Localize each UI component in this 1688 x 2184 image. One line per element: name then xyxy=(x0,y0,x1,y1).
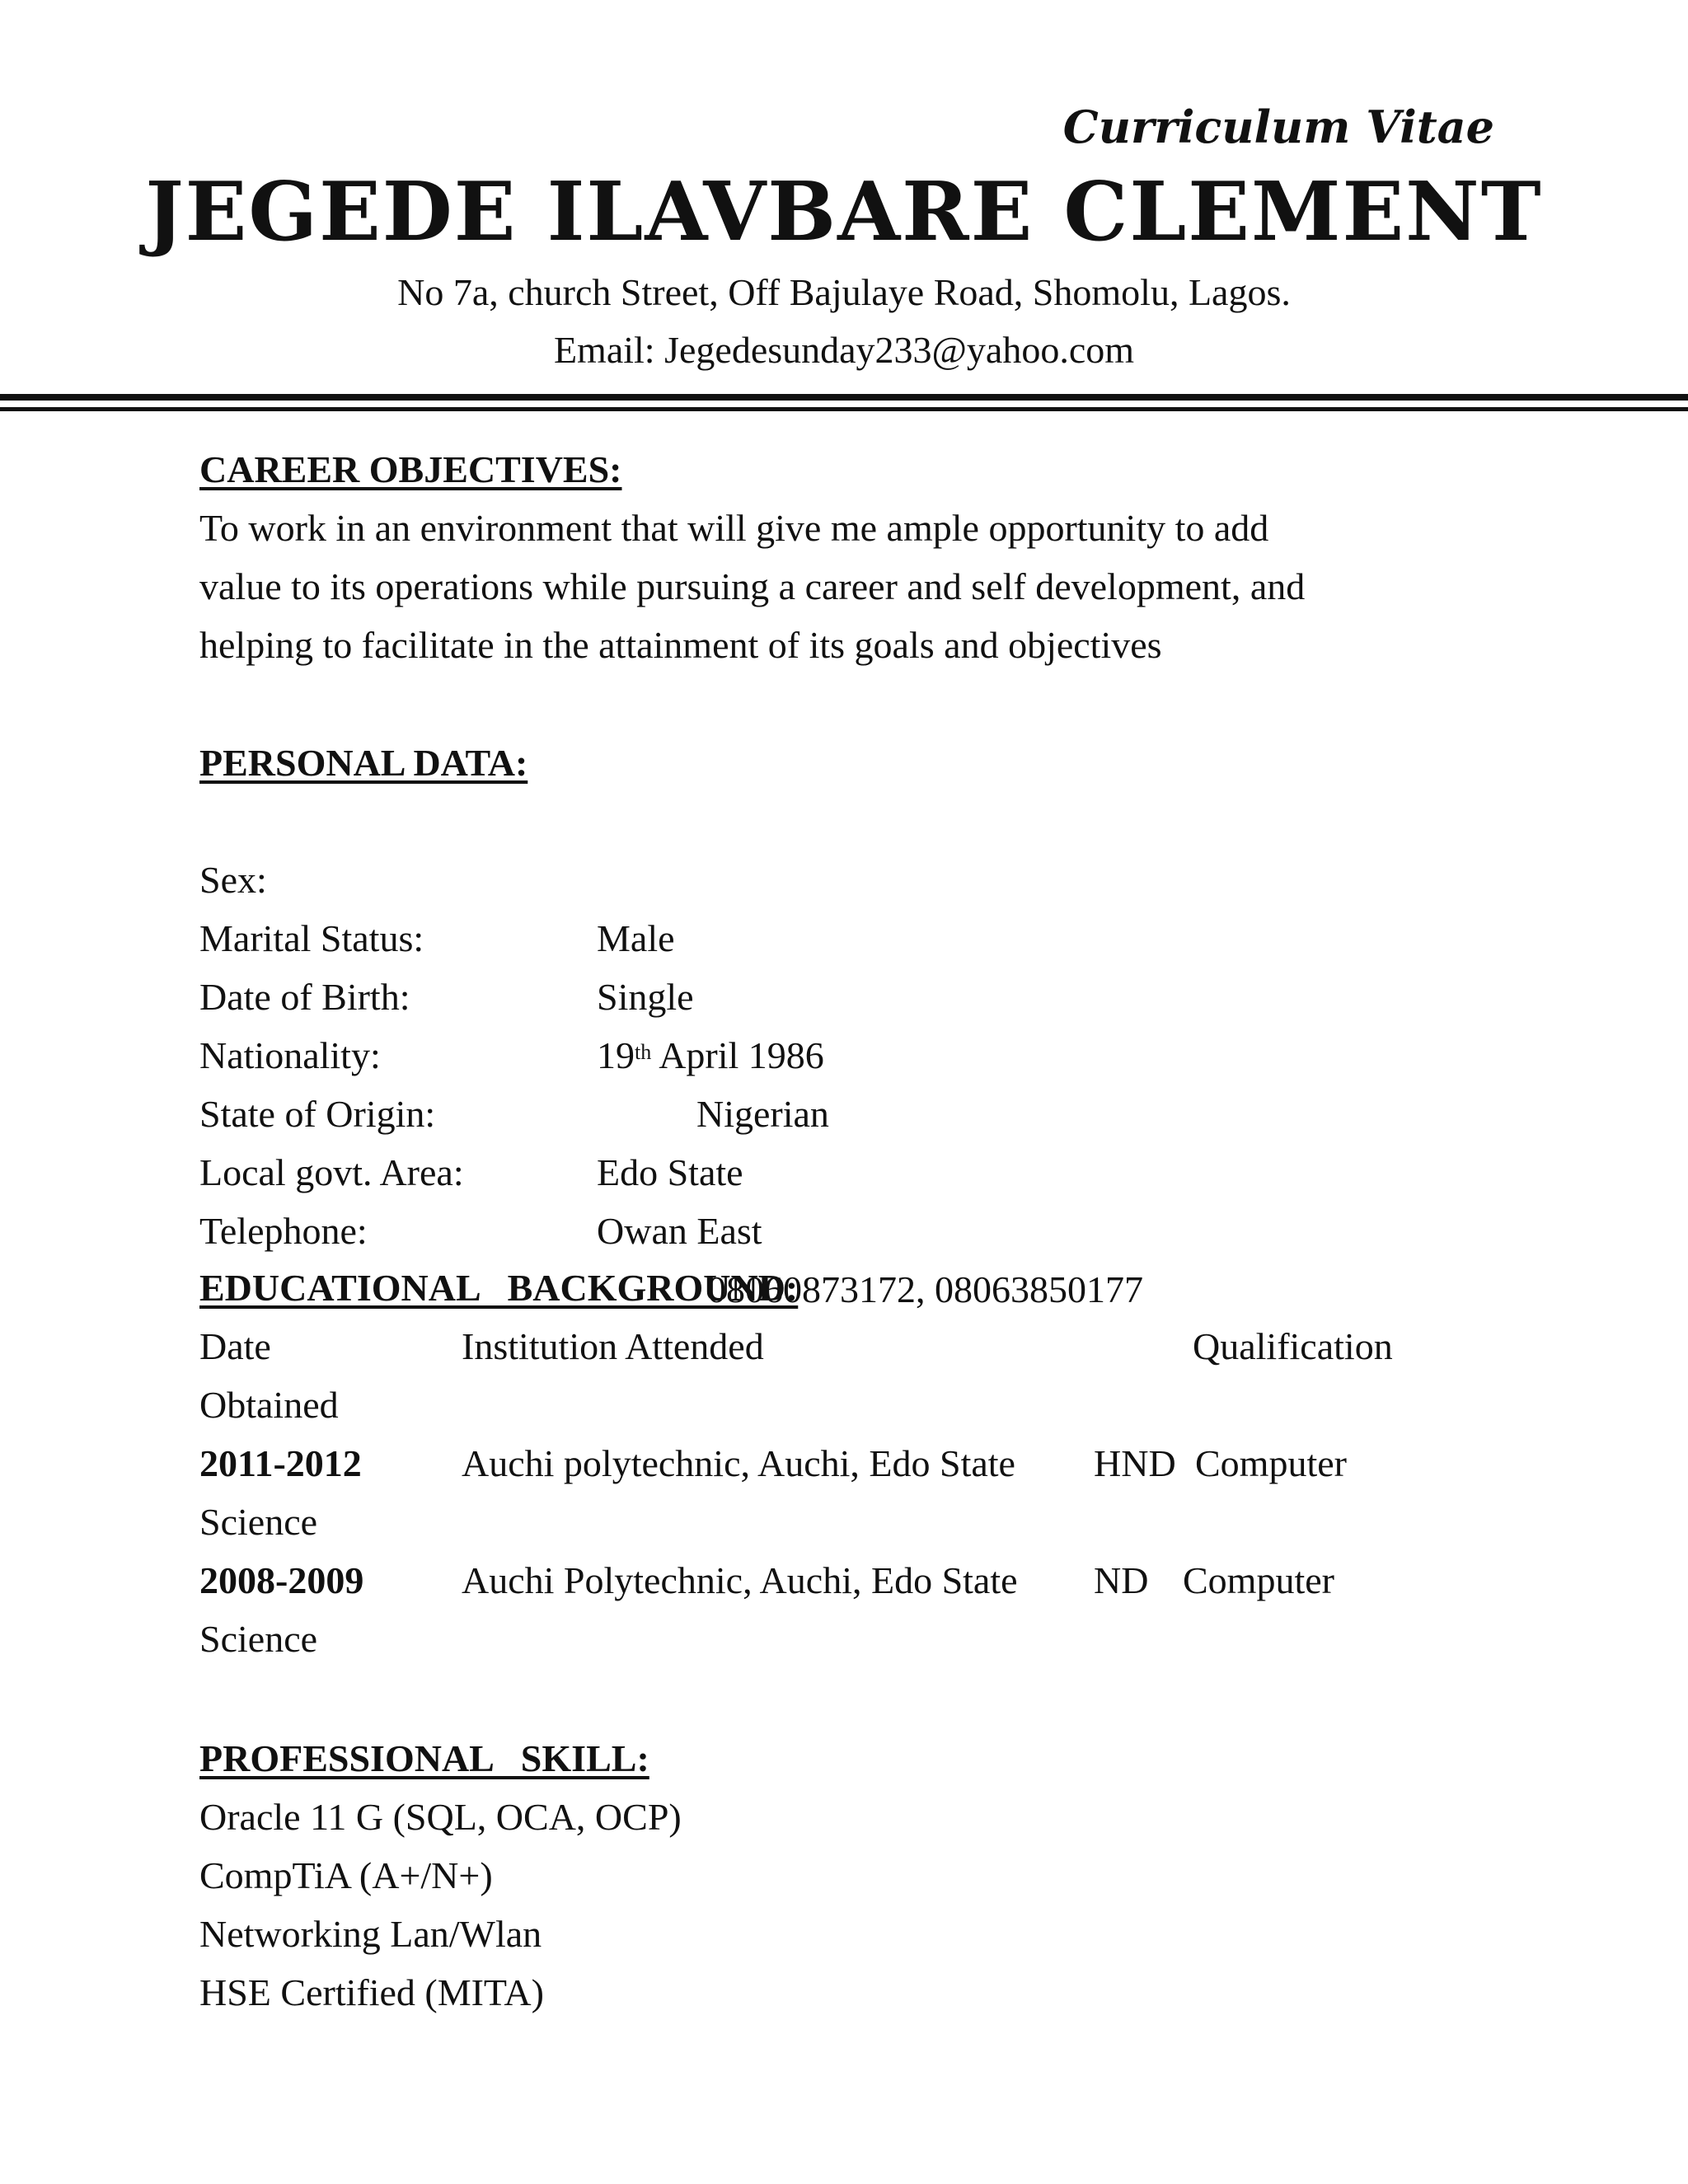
education-qualification-subject: Computer xyxy=(1183,1559,1334,1601)
education-header-wrap xyxy=(199,1376,1601,1434)
column-header-date: Date xyxy=(199,1325,271,1367)
career-line: value to its operations while pursuing a career and self development, and xyxy=(199,565,1306,607)
education-row xyxy=(199,1434,1601,1493)
field-label: State of Origin: xyxy=(199,1093,436,1135)
education-section xyxy=(199,1258,1601,1668)
skills-title: PROFESSIONAL SKILL: xyxy=(199,1737,649,1779)
career-line: To work in an environment that will give me ample opportunity to add xyxy=(199,507,1269,549)
field-label: Marital Status: xyxy=(199,917,424,959)
personal-data-title: PERSONAL DATA: xyxy=(199,742,528,784)
education-institution: Auchi Polytechnic, Auchi, Edo State xyxy=(462,1559,1018,1601)
career-line: helping to facilitate in the attainment of its goals and objectives xyxy=(199,624,1162,666)
field-value: Nigerian xyxy=(696,1093,829,1135)
field-value: 19th April 1986 xyxy=(597,1034,824,1076)
column-header-institution: Institution Attended xyxy=(462,1325,764,1367)
education-row xyxy=(199,1551,1601,1610)
field-value: Edo State xyxy=(597,1151,743,1193)
education-header-row xyxy=(199,1317,1601,1376)
education-qualification: HND xyxy=(1094,1442,1176,1484)
education-qualification-subject: Computer xyxy=(1195,1442,1347,1484)
education-title: EDUCATIONAL BACKGROUND: xyxy=(199,1267,799,1309)
skill-item: Oracle 11 G (SQL, OCA, OCP) xyxy=(199,1796,682,1838)
field-label: Local govt. Area: xyxy=(199,1151,464,1193)
header-divider-thin xyxy=(0,407,1688,411)
field-value: 08060873172, 08063850177 xyxy=(707,1268,1143,1310)
skill-item: CompTiA (A+/N+) xyxy=(199,1854,493,1896)
career-objectives-title: CAREER OBJECTIVES: xyxy=(199,448,622,490)
address: No 7a, church Street, Off Bajulaye Road, Shomolu, Lagos. xyxy=(397,271,1291,313)
education-qualification-wrap: Science xyxy=(199,1501,318,1543)
education-date: 2011-2012 xyxy=(199,1442,362,1484)
education-row-wrap xyxy=(199,1610,1601,1668)
skill-item: Networking Lan/Wlan xyxy=(199,1913,542,1955)
candidate-name: JEGEDE ILAVBARE CLEMENT xyxy=(145,165,1543,260)
document-label: Curriculum Vitae xyxy=(1062,101,1494,153)
career-objectives-section xyxy=(199,440,1305,674)
field-value: Male xyxy=(597,917,675,959)
education-qualification-wrap: Science xyxy=(199,1618,318,1660)
header-divider-thick xyxy=(0,394,1688,401)
column-header-obtained: Obtained xyxy=(199,1384,339,1426)
field-label: Telephone: xyxy=(199,1210,368,1252)
education-date: 2008-2009 xyxy=(199,1559,364,1601)
skill-item: HSE Certified (MITA) xyxy=(199,1971,544,2013)
column-header-qualification: Qualification xyxy=(1193,1325,1393,1367)
field-value: Owan East xyxy=(597,1210,762,1252)
email: Email: Jegedesunday233@yahoo.com xyxy=(553,329,1135,371)
skills-section xyxy=(199,1729,682,2022)
education-institution: Auchi polytechnic, Auchi, Edo State xyxy=(462,1442,1015,1484)
education-row-wrap xyxy=(199,1493,1601,1551)
field-value: Single xyxy=(597,976,694,1018)
field-label: Date of Birth: xyxy=(199,976,410,1018)
field-label: Nationality: xyxy=(199,1034,381,1076)
education-qualification: ND xyxy=(1094,1559,1149,1601)
field-label: Sex: xyxy=(199,859,267,901)
